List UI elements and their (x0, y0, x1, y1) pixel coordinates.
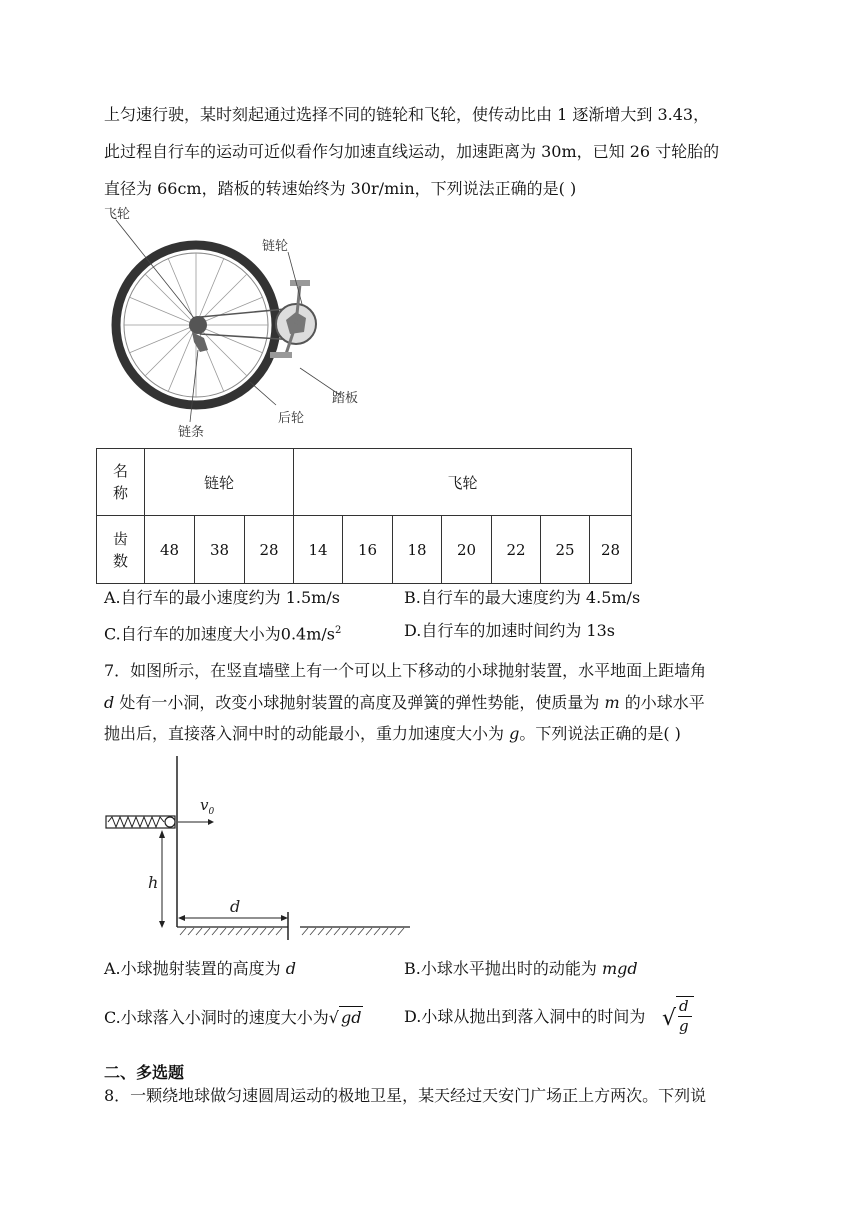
intro-line-3: 直径为 66cm，踏板的转速始终为 30r/min，下列说法正确的是( ) (104, 179, 577, 198)
rear-wheel-label: 后轮 (278, 411, 305, 426)
fraction-denominator: g (679, 1017, 689, 1035)
table-cell: 14 (294, 516, 343, 584)
table-cell: 22 (492, 516, 541, 584)
v0-label-main: v (200, 796, 209, 814)
q6-option-b: B.自行车的最大速度约为 4.5m/s (404, 588, 641, 607)
q7-option-a (104, 958, 296, 980)
chain-label: 链条 (178, 425, 205, 440)
q7-option-c (104, 1006, 363, 1029)
table-cell: 38 (195, 516, 245, 584)
q7-option-a-var: d (285, 959, 296, 978)
q7-option-b-var: mgd (601, 959, 638, 978)
d-label: d (230, 897, 241, 916)
q6-option-d: D.自行车的加速时间约为 13s (404, 621, 616, 640)
q7-line-3 (104, 723, 681, 745)
q7-option-b (404, 958, 638, 980)
fraction-numerator: d (679, 997, 689, 1015)
h-label: h (148, 873, 159, 892)
q8-line-1: 8．一颗绕地球做匀速圆周运动的极地卫星，某天经过天安门广场正上方两次。下列说 (104, 1086, 707, 1105)
pedal-label: 踏板 (332, 391, 359, 406)
q7-var-d: d (104, 693, 115, 712)
q6-option-c-value: 0.4m/s (280, 624, 335, 644)
chainring-label: 链轮 (262, 239, 289, 254)
q7-var-m: m (604, 693, 620, 712)
chainring-header: 链轮 (145, 449, 294, 516)
table-cell: 18 (393, 516, 442, 584)
table-header-name (97, 449, 145, 516)
sqrt-sign: √ (328, 1008, 339, 1027)
q6-option-c-text: C.自行车的加速度大小为 (104, 624, 281, 644)
q7-var-g: g (509, 724, 520, 743)
table-cell: 28 (245, 516, 294, 584)
sqrt-sign: √ (662, 1006, 677, 1031)
q7-option-a-text: A.小球抛射装置的高度为 (104, 959, 286, 978)
q6-option-c-sup: 2 (334, 625, 342, 636)
table-cell: 20 (442, 516, 492, 584)
q6-option-c (104, 620, 341, 645)
gear-table (96, 448, 632, 584)
table-cell: 48 (145, 516, 195, 584)
q7-line-3-text: 抛出后，直接落入洞中时的动能最小，重力加速度大小为 (104, 724, 510, 743)
intro-line-1: 上匀速行驶，某时刻起通过选择不同的链轮和飞轮，使传动比由 1 逐渐增大到 3.43， (104, 105, 710, 124)
table-cell: 28 (590, 516, 632, 584)
q7-line-1: 7．如图所示，在竖直墙壁上有一个可以上下移动的小球抛射装置，水平地面上距墙角 (104, 661, 707, 680)
q7-line-2-text: 处有一小洞，改变小球抛射装置的高度及弹簧的弹性势能，使质量为 (114, 693, 605, 712)
intro-line-2: 此过程自行车的运动可近似看作匀加速直线运动，加速距离为 30m，已知 26 寸轮胎的 (104, 142, 720, 161)
table-cell: 16 (343, 516, 393, 584)
section-title: 二、多选题 (104, 1063, 185, 1082)
v0-label-sub: 0 (208, 807, 215, 817)
q7-option-c-text: C.小球落入小洞时的速度大小为 (104, 1008, 329, 1027)
q7-option-d-text: D.小球从抛出到落入洞中的时间为 (404, 1007, 646, 1026)
table-row (97, 449, 632, 516)
q7-line-2 (104, 692, 705, 714)
flywheel-header: 飞轮 (294, 449, 632, 516)
table-cell: 25 (541, 516, 590, 584)
table-header-name-text: 名称 (113, 462, 129, 502)
q7-option-c-root: gd (340, 1008, 362, 1027)
launcher-figure (100, 752, 415, 948)
q7-option-b-text: B.小球水平抛出时的动能为 (404, 959, 602, 978)
q6-option-a: A.自行车的最小速度约为 1.5m/s (104, 588, 340, 607)
q7-line-2-end: 的小球水平 (619, 693, 705, 712)
table-header-teeth-text: 齿数 (113, 529, 129, 570)
bicycle-gear-figure (100, 200, 380, 444)
flywheel-label: 飞轮 (104, 207, 131, 222)
v0-label (200, 796, 214, 817)
q7-option-d (404, 1006, 645, 1028)
table-header-teeth (97, 516, 145, 584)
table-row (97, 516, 632, 584)
q7-line-3-end: 。下列说法正确的是( ) (519, 724, 681, 743)
